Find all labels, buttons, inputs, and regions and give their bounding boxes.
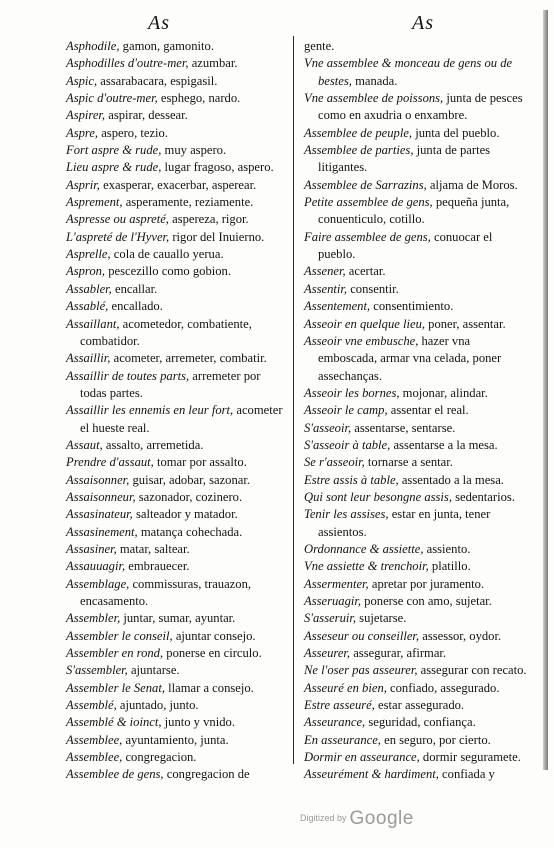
entry-headword: Assentir, (304, 281, 348, 296)
dictionary-entry (304, 194, 532, 229)
entry-headword: S'asseoir à table, (304, 437, 391, 452)
entry-headword: S'assembler, (66, 663, 128, 678)
entry-translation: assiento. (423, 541, 471, 556)
entry-headword: Asprement, (66, 195, 123, 210)
google-logo: Google (349, 808, 414, 829)
dictionary-entry (304, 628, 532, 645)
entry-headword: Asphodile, (66, 39, 120, 53)
dictionary-entry (304, 645, 532, 662)
entry-translation: guisar, adobar, sazonar. (129, 472, 251, 487)
entry-headword: Asseoir en quelque lieu, (304, 316, 426, 331)
entry-translation: cola de cauallo yerua. (110, 247, 224, 262)
entry-headword: Assener, (304, 264, 346, 279)
entry-translation: assentarse, sentarse. (351, 420, 456, 435)
entry-translation: tornarse a sentar. (364, 455, 453, 470)
entry-headword: Asseoir le camp, (304, 403, 388, 418)
dictionary-entry (304, 732, 532, 749)
entry-translation: assegurar, afirmar. (350, 646, 447, 661)
entry-translation: exasperar, exacerbar, asperear. (99, 177, 257, 192)
dictionary-entry (304, 55, 532, 90)
entry-translation: confiada y (438, 767, 495, 782)
dictionary-entry (304, 229, 532, 264)
dictionary-entry (304, 420, 532, 437)
entry-translation: acometer el hueste real. (80, 403, 283, 435)
entry-translation: platillo. (428, 559, 471, 574)
dictionary-entry (304, 263, 532, 280)
entry-headword: Assablé, (66, 299, 109, 314)
entry-translation: confiado, assegurado. (386, 680, 500, 695)
dictionary-entry (304, 385, 532, 402)
dictionary-entry (66, 680, 288, 697)
entry-headword: Se r'asseoir, (304, 455, 365, 470)
entry-translation: assentarse a la mesa. (390, 437, 498, 452)
entry-translation: junta del pueblo. (412, 125, 500, 140)
entry-headword: Qui sont leur besongne assis, (304, 489, 452, 504)
dictionary-entry (304, 472, 532, 489)
dictionary-entry (66, 766, 288, 783)
dictionary-entry (304, 298, 532, 315)
entry-headword: Assaillir de toutes parts, (66, 368, 190, 383)
entry-translation: poner, assentar. (425, 316, 506, 331)
dictionary-entry (304, 749, 532, 766)
entry-translation: aljama de Moros. (426, 177, 518, 192)
entry-headword: S'asseoir, (304, 420, 352, 435)
entry-headword: Assembler, (66, 611, 121, 626)
entry-headword: Lieu aspre & rude, (66, 160, 162, 175)
entry-headword: Prendre d'assaut, (66, 455, 154, 470)
entry-headword: Asseruagir, (304, 594, 362, 608)
entry-translation: consentimiento. (370, 299, 454, 314)
dictionary-entry (66, 576, 288, 611)
entry-headword: Vne assemblee de poissons, (304, 91, 444, 106)
dictionary-entry (66, 489, 288, 506)
entry-headword: Estre assis à table, (304, 472, 399, 487)
right-column (304, 38, 532, 784)
entry-headword: Asphodilles d'outre-mer, (66, 56, 189, 71)
entry-translation: ponerse en circulo. (163, 646, 262, 661)
entry-headword: Assembler le Senat, (66, 680, 165, 695)
entry-translation: assalto, arremetida. (102, 437, 204, 452)
entry-translation: seguridad, confiança. (365, 715, 476, 730)
dictionary-entry (66, 714, 288, 731)
entry-headword: Assaisonneur, (66, 489, 136, 504)
entry-translation: gente. (304, 39, 335, 53)
entry-headword: Assaut, (66, 437, 103, 452)
running-head-left: As (148, 12, 170, 34)
dictionary-entry (66, 177, 288, 194)
entry-translation: commissuras, trauazon, encasamento. (80, 576, 252, 608)
entry-translation: sazonador, cozinero. (135, 489, 243, 504)
entry-translation: assentar el real. (387, 403, 469, 418)
entry-headword: Asseurément & hardiment, (304, 767, 439, 782)
watermark-prefix: Digitized by (300, 813, 347, 823)
entry-translation: estar assegurado. (374, 698, 465, 713)
dictionary-entry (66, 298, 288, 315)
dictionary-entry (66, 194, 288, 211)
entry-headword: Aspresse ou aspreté, (66, 212, 169, 227)
entry-headword: Dormir en asseurance, (304, 750, 420, 765)
entry-translation: aspirar, dessear. (105, 108, 188, 123)
entry-translation: arremeter por todas partes. (80, 368, 261, 400)
entry-translation: pescezillo como gobion. (105, 264, 231, 279)
dictionary-entry (304, 177, 532, 194)
entry-headword: Assemblé & ioinct, (66, 715, 162, 730)
entry-translation: embrauecer. (125, 559, 190, 574)
entry-headword: Assaillant, (66, 316, 120, 331)
entry-headword: S'asseruir, (304, 611, 357, 626)
entry-translation: conuocar el pueblo. (318, 229, 493, 262)
dictionary-entry (304, 489, 532, 506)
dictionary-entry (304, 680, 532, 697)
entry-translation: manada. (351, 73, 398, 88)
entry-headword: Petite assemblee de gens, (304, 195, 433, 210)
dictionary-entry (304, 766, 532, 783)
dictionary-entry (66, 402, 288, 437)
entry-translation: matança cohechada. (137, 524, 243, 539)
entry-headword: Asprir, (66, 177, 100, 192)
entry-headword: Assabler, (66, 281, 112, 296)
entry-headword: Assemblee de parties, (304, 143, 414, 158)
entry-headword: Assemblee, (66, 732, 123, 747)
dictionary-entry (66, 263, 288, 280)
dictionary-entry (66, 610, 288, 627)
dictionary-entry (66, 454, 288, 471)
entry-translation: congregacion. (122, 750, 197, 765)
entry-headword: Asprelle, (66, 247, 111, 262)
dictionary-entry (66, 506, 288, 523)
entry-headword: Assauuagir, (66, 559, 126, 574)
entry-translation: acertar. (345, 264, 386, 279)
entry-headword: Assasinement, (66, 524, 138, 539)
left-column (66, 38, 288, 784)
entry-headword: Assemblee de peuple, (304, 125, 413, 140)
entry-headword: En asseurance, (304, 732, 381, 747)
entry-headword: Tenir les assises, (304, 507, 389, 522)
entry-headword: Asseoir les bornes, (304, 385, 400, 400)
entry-translation: assessor, oydor. (419, 628, 502, 643)
dictionary-entry (66, 125, 288, 142)
dictionary-entry (304, 714, 532, 731)
dictionary-entry (304, 316, 532, 333)
dictionary-entry (66, 732, 288, 749)
dictionary-entry (66, 697, 288, 714)
entry-headword: Assemblee de Sarrazins, (304, 177, 427, 192)
entry-translation: ayuntamiento, junta. (122, 732, 229, 747)
entry-headword: Assaillir les ennemis en leur fort, (66, 403, 234, 418)
entry-translation: aspero, tezio. (98, 125, 168, 140)
entry-translation: consentir. (347, 281, 399, 296)
dictionary-entry (304, 38, 532, 55)
entry-translation: azumbar. (188, 56, 238, 71)
entry-translation: gamon, gamonito. (119, 39, 214, 53)
dictionary-entry (66, 350, 288, 367)
column-divider (293, 36, 294, 764)
entry-headword: Assaisonner, (66, 472, 130, 487)
entry-translation: congregacion de (163, 767, 250, 782)
dictionary-entry (304, 541, 532, 558)
entry-translation: muy aspero. (161, 143, 227, 158)
entry-translation: encallar. (111, 281, 158, 296)
dictionary-entry (304, 125, 532, 142)
entry-translation: mojonar, alindar. (399, 385, 488, 400)
entry-headword: Assentement, (304, 299, 371, 314)
digitized-watermark (300, 808, 414, 830)
entry-headword: Asseurance, (304, 715, 366, 730)
entry-headword: Asseuré en bien, (304, 680, 387, 695)
dictionary-entry (66, 229, 288, 246)
dictionary-entry (66, 55, 288, 72)
entry-translation: llamar a consejo. (164, 680, 254, 695)
entry-headword: Vne assemblee & monceau de gens ou de bestes, (304, 56, 513, 88)
dictionary-entry (304, 333, 532, 385)
dictionary-entry (66, 749, 288, 766)
entry-translation: junto y vnido. (161, 715, 235, 730)
entry-headword: Assasinateur, (66, 507, 133, 522)
entry-headword: Assemblage, (66, 576, 130, 591)
dictionary-entry (304, 142, 532, 177)
entry-headword: Ordonnance & assiette, (304, 541, 424, 556)
entry-translation: aspereza, rigor. (168, 212, 249, 227)
dictionary-entry (66, 645, 288, 662)
entry-translation: dormir seguramete. (419, 750, 521, 765)
dictionary-entry (304, 593, 532, 610)
dictionary-entry (66, 142, 288, 159)
entry-translation: lugar fragoso, aspero. (161, 160, 274, 175)
entry-translation: salteador y matador. (132, 507, 238, 522)
entry-headword: Estre asseuré, (304, 698, 375, 713)
entry-headword: Asseurer, (304, 646, 351, 661)
entry-translation: en seguro, por cierto. (380, 732, 491, 747)
dictionary-entry (66, 558, 288, 575)
dictionary-entry (304, 697, 532, 714)
entry-headword: Aspre, (66, 125, 99, 140)
dictionary-entry (304, 558, 532, 575)
page-edge-shadow (543, 10, 548, 770)
entry-translation: asperamente, reziamente. (122, 195, 254, 210)
entry-headword: Assembler en rond, (66, 646, 164, 661)
dictionary-entry (66, 211, 288, 228)
entry-translation: juntar, sumar, ayuntar. (120, 611, 236, 626)
dictionary-entry (66, 472, 288, 489)
entry-translation: assentado a la mesa. (398, 472, 504, 487)
entry-translation: apretar por juramento. (368, 576, 485, 591)
entry-headword: Aspic, (66, 73, 98, 88)
entry-headword: L'aspreté de l'Hyver, (66, 229, 170, 244)
dictionary-entry (304, 281, 532, 298)
entry-headword: Assembler le conseil, (66, 628, 173, 643)
dictionary-entry (66, 159, 288, 176)
dictionary-entry (66, 524, 288, 541)
entry-translation: assarabacara, espigasil. (97, 73, 218, 88)
entry-translation: ponerse con amo, sujetar. (361, 594, 492, 608)
dictionary-entry (66, 90, 288, 107)
dictionary-entry (66, 437, 288, 454)
entry-headword: Aspron, (66, 264, 106, 279)
entry-headword: Assemblee de gens, (66, 767, 164, 782)
entry-translation: estar en junta, tener assientos. (318, 507, 491, 539)
entry-headword: Faire assemblee de gens, (304, 229, 431, 244)
entry-headword: Asseoir vne embusche, (304, 333, 419, 348)
dictionary-entry (66, 316, 288, 351)
entry-headword: Asseseur ou conseiller, (304, 628, 420, 643)
entry-translation: ajuntarse. (127, 663, 180, 678)
dictionary-entry (66, 541, 288, 558)
dictionary-entry (304, 610, 532, 627)
entry-translation: acometedor, combatiente, combatidor. (80, 316, 252, 348)
dictionary-entry (304, 506, 532, 541)
entry-headword: Assemblee, (66, 750, 123, 765)
entry-headword: Fort aspre & rude, (66, 143, 162, 158)
entry-translation: pequeña junta, conuenticulo, cotillo. (318, 195, 510, 227)
dictionary-entry (66, 107, 288, 124)
entry-translation: encallado. (108, 299, 163, 314)
entry-translation: acometer, arremeter, combatir. (110, 351, 267, 366)
entry-translation: sedentarios. (451, 489, 515, 504)
dictionary-entry (66, 662, 288, 679)
dictionary-entry (304, 662, 532, 679)
dictionary-entry (304, 454, 532, 471)
entry-headword: Assemblé, (66, 698, 117, 713)
entry-translation: esphego, nardo. (157, 91, 241, 106)
entry-translation: rigor del Inuierno. (169, 229, 265, 244)
entry-translation: hazer vna emboscada, armar vna celada, poner assechanças. (318, 333, 502, 383)
dictionary-entry (304, 90, 532, 125)
dictionary-entry (304, 576, 532, 593)
entry-headword: Aspirer, (66, 108, 106, 123)
entry-headword: Assaillir, (66, 351, 111, 366)
dictionary-entry (66, 73, 288, 90)
running-head-right: As (412, 12, 434, 34)
entry-translation: junta de partes litigantes. (318, 143, 491, 175)
dictionary-entry (66, 38, 288, 55)
entry-translation: tomar por assalto. (153, 455, 247, 470)
entry-headword: Vne assiette & trenchoir, (304, 559, 429, 574)
dictionary-entry (66, 281, 288, 298)
entry-translation: ajuntar consejo. (172, 628, 256, 643)
entry-headword: Aspic d'outre-mer, (66, 91, 158, 106)
dictionary-entry (66, 368, 288, 403)
dictionary-entry (66, 628, 288, 645)
dictionary-entry (304, 402, 532, 419)
entry-headword: Assermenter, (304, 576, 369, 591)
entry-translation: sujetarse. (356, 611, 407, 626)
dictionary-entry (304, 437, 532, 454)
entry-headword: Ne l'oser pas asseurer, (304, 663, 418, 678)
entry-headword: Assasiner, (66, 541, 117, 556)
entry-translation: junta de pesces como en axudria o enxambre. (318, 91, 523, 123)
entry-translation: assegurar con recato. (417, 663, 527, 678)
dictionary-entry (66, 246, 288, 263)
entry-translation: matar, saltear. (116, 541, 190, 556)
entry-translation: ajuntado, junto. (116, 698, 199, 713)
